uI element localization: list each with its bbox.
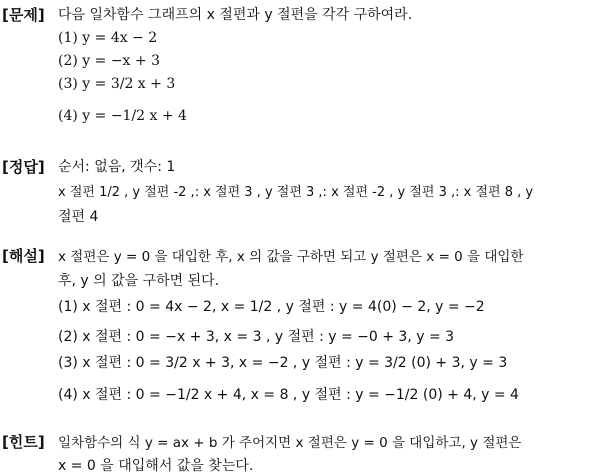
problem-item-2: (2) y = −x + 3 xyxy=(58,53,160,69)
problem-item-1: (1) y = 4x − 2 xyxy=(58,30,158,46)
hint-line-2: x = 0 을 대입해서 값을 찾는다. xyxy=(58,458,254,474)
problem-label: [문제] xyxy=(2,6,45,24)
hint-line-1: 일차함수의 식 y = ax + b 가 주어지면 x 절편은 y = 0 을 대입하고, y 절편은 xyxy=(58,435,522,451)
explanation-intro-1: x 절편은 y = 0 을 대입한 후, x 의 값을 구하면 되고 y 절편은 x = 0 을 대입한 xyxy=(58,249,524,265)
explanation-item-1: (1) x 절편 : 0 = 4x − 2, x = 1/2 , y 절편 : y = 4(0) − 2, y = −2 xyxy=(58,299,485,315)
explanation-item-3: (3) x 절편 : 0 = 3/2 x + 3, x = −2 , y 절편 : y = 3/2 (0) + 3, y = 3 xyxy=(58,355,508,371)
answer-line-1: 순서: 없음, 갯수: 1 xyxy=(58,159,176,175)
problem-item-3: (3) y = 3/2 x + 3 xyxy=(58,76,176,92)
answer-label: [정답] xyxy=(2,158,45,176)
problem-item-4: (4) y = −1/2 x + 4 xyxy=(58,108,187,124)
explanation-label: [해설] xyxy=(2,247,45,265)
answer-line-2: x 절편 1/2 , y 절편 -2 ,: x 절편 3 , y 절편 3 ,: x 절편 -2 , y 절편 3 ,: x 절편 8 , y xyxy=(58,185,534,200)
problem-text: 다음 일차함수 그래프의 x 절편과 y 절편을 각각 구하여라. xyxy=(58,7,413,23)
explanation-item-2: (2) x 절편 : 0 = −x + 3, x = 3 , y 절편 : y = −0 + 3, y = 3 xyxy=(58,329,455,345)
answer-line-3: 절편 4 xyxy=(58,209,99,225)
explanation-item-4: (4) x 절편 : 0 = −1/2 x + 4, x = 8 , y 절편 : y = −1/2 (0) + 4, y = 4 xyxy=(58,387,519,403)
explanation-intro-2: 후, y 의 값을 구하면 된다. xyxy=(58,273,220,289)
hint-label: [힌트] xyxy=(2,433,45,451)
